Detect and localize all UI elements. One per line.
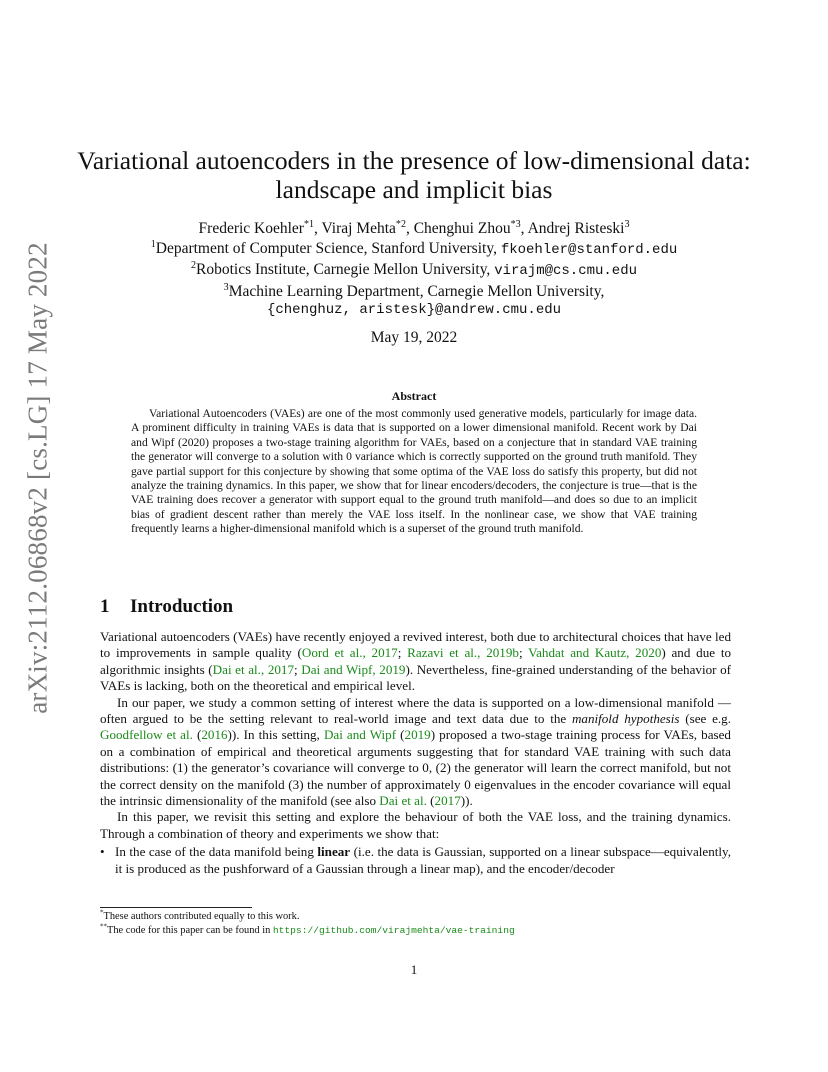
author-list: Frederic Koehler$^{*1}$, Viraj Mehta$^{*2}$, Chenghui Zhou$^{*3}$, Andrej Risteski$^3$ bbox=[198, 218, 630, 237]
affiliation-2 bbox=[80, 260, 748, 282]
author-name: Chenghui Zhou bbox=[413, 220, 511, 237]
footnote-marker: * bbox=[100, 908, 104, 917]
text: Variational autoencoders (VAEs) have recently enjoyed a revived interest, both due to architectural choices that have led to improvements in sample quality ( bbox=[100, 629, 731, 661]
author-marker: *2 bbox=[395, 218, 406, 230]
text: ( bbox=[396, 727, 405, 743]
citation-link[interactable]: 2017 bbox=[434, 793, 461, 809]
affiliation-text: Robotics Institute, Carnegie Mellon University, bbox=[196, 261, 495, 278]
paragraph bbox=[100, 695, 731, 810]
paragraph: In this paper, we revisit this setting and explore the behaviour of both the VAE loss, and the training dynamics. Through a combination of theory and experiments we show that: bbox=[100, 809, 731, 841]
text: ( bbox=[192, 727, 202, 743]
page-number: 1 bbox=[410, 962, 418, 977]
citation-link[interactable]: Dai et al. bbox=[379, 793, 427, 809]
author-block bbox=[80, 219, 748, 321]
citation-link[interactable]: 2019 bbox=[404, 727, 431, 743]
text: (i.e. the data is Gaussian, supported on a linear subspace—equivalently, it is produced as the pushforward of a Gaussian through a linear map), and the encoder/decoder bbox=[115, 844, 731, 876]
author-name: Frederic Koehler bbox=[198, 220, 304, 237]
text: In our paper, we study a common setting of interest where the data is supported on a low-dimensional manifold — often argued to be the setting relevant to real-world image and text data due to the bbox=[100, 694, 731, 727]
bullet-item bbox=[100, 844, 731, 877]
footnote-text: These authors contributed equally to this work. bbox=[103, 911, 300, 922]
arxiv-sidebar bbox=[22, 242, 53, 714]
abstract-text: Variational Autoencoders (VAEs) are one of the most commonly used generative models, particularly for image data. A prominent difficulty in training VAEs is data that is supported on a lower dimensional manifold. Recent work by Dai and Wipf (2020) proposes a two-stage training algorithm for VAEs, based on a conjecture that in standard VAE training the generator will converge to a solution with 0 variance which is correctly supported on the ground truth manifold. They gave partial support for this conjecture by showing that some optima of the VAE loss do satisfy this property, but did not analyze the training dynamics. In this paper, we show that for linear encoders/decoders, the conjecture is true—that is the VAE training does recover a generator with support equal to the ground truth manifold—and does so due to an implicit bias of gradient descent rather than merely the VAE loss itself. In the nonlinear case, we show that VAE training frequently learns a higher-dimensional manifold which is a superset of the ground truth manifold. bbox=[131, 407, 697, 536]
text: )). In this setting, bbox=[227, 727, 324, 743]
citation-link[interactable]: Dai et al., 2017 bbox=[212, 661, 295, 677]
affiliation-marker: 3 bbox=[223, 281, 229, 293]
footnote-rule bbox=[100, 907, 252, 908]
citation-link[interactable]: Vahdat and Kautz, 2020 bbox=[528, 645, 662, 661]
paper-date: May 19, 2022 bbox=[370, 329, 458, 346]
arxiv-id: arXiv:2112.06868v2 [cs.LG] 17 May 2022 bbox=[22, 242, 53, 714]
text: ) proposed a two-stage training process for VAEs, based on a combination of empirical and theoretical arguments suggesting that for standard VAE training with such data distributions: (1) the generator’s covariance will converge to 0, (2) the generator will learn the correct manifold, but not the correct density on the manifold (3) the number of approximately 0 eigenvalues in the encoder covariance will equal the intrinsic dimensionality of the manifold (see also bbox=[100, 727, 731, 809]
citation-link[interactable]: 2016 bbox=[201, 727, 228, 743]
text: )). bbox=[460, 793, 473, 809]
author-marker: *3 bbox=[510, 218, 521, 230]
citation-link[interactable]: Razavi et al., 2019b bbox=[407, 645, 519, 661]
intro-body bbox=[100, 629, 731, 877]
title-line-1: Variational autoencoders in the presence of low-dimensional data: bbox=[77, 146, 751, 175]
bold-text: linear bbox=[317, 844, 351, 860]
citation-link[interactable]: Dai and Wipf bbox=[323, 727, 397, 743]
author-name: Andrej Risteski bbox=[527, 220, 625, 237]
citation-link[interactable]: Goodfellow et al. bbox=[100, 727, 193, 743]
text: In the case of the data manifold being bbox=[115, 844, 318, 860]
abstract-heading: Abstract bbox=[391, 389, 437, 403]
paragraph bbox=[100, 629, 731, 695]
email-link[interactable]: fkoehler@stanford.edu bbox=[500, 241, 678, 258]
affiliation-marker: 2 bbox=[190, 259, 196, 271]
section-title: Introduction bbox=[130, 596, 234, 617]
code-url-link[interactable]: https://github.com/virajmehta/vae-training bbox=[272, 925, 515, 936]
affiliation-marker: 1 bbox=[150, 238, 156, 250]
text: (see e.g. bbox=[679, 711, 731, 727]
text: ; bbox=[294, 661, 302, 677]
footnote-text: The code for this paper can be found in bbox=[107, 925, 273, 936]
text: ). Nevertheless, fine-grained understanding of the behavior of VAEs is lacking, both on the theoretical and empirical level. bbox=[100, 661, 731, 694]
email-link[interactable]: {chenghuz, aristesk}@andrew.cmu.edu bbox=[266, 302, 562, 318]
citation-link[interactable]: Dai and Wipf, 2019 bbox=[301, 661, 406, 677]
footnote-marker: ** bbox=[100, 922, 107, 931]
email-link[interactable]: virajm@cs.cmu.edu bbox=[494, 263, 638, 279]
title-line-2: landscape and implicit bias bbox=[275, 175, 553, 204]
affiliation-1 bbox=[80, 239, 748, 261]
text: ) and due to algorithmic insights ( bbox=[100, 645, 732, 677]
text: ; bbox=[397, 645, 408, 661]
text: ( bbox=[426, 793, 435, 809]
affiliation-text: Department of Computer Science, Stanford University, bbox=[155, 239, 501, 257]
author-name: Viraj Mehta bbox=[321, 220, 396, 237]
affiliation-3 bbox=[80, 282, 748, 302]
author-marker: 3 bbox=[624, 218, 630, 230]
footnote-1 bbox=[100, 910, 740, 923]
paper-title bbox=[60, 146, 768, 204]
citation-link[interactable]: Oord et al., 2017 bbox=[301, 645, 398, 661]
emphasis: manifold hypothesis bbox=[571, 711, 680, 727]
text: ; bbox=[518, 645, 529, 661]
section-heading bbox=[100, 596, 233, 618]
affiliation-text: Machine Learning Department, Carnegie Mellon University, bbox=[228, 282, 605, 300]
bullet-icon: • bbox=[100, 844, 105, 860]
author-marker: *1 bbox=[303, 218, 315, 230]
footnote-2 bbox=[100, 924, 740, 937]
section-number: 1 bbox=[100, 596, 110, 617]
